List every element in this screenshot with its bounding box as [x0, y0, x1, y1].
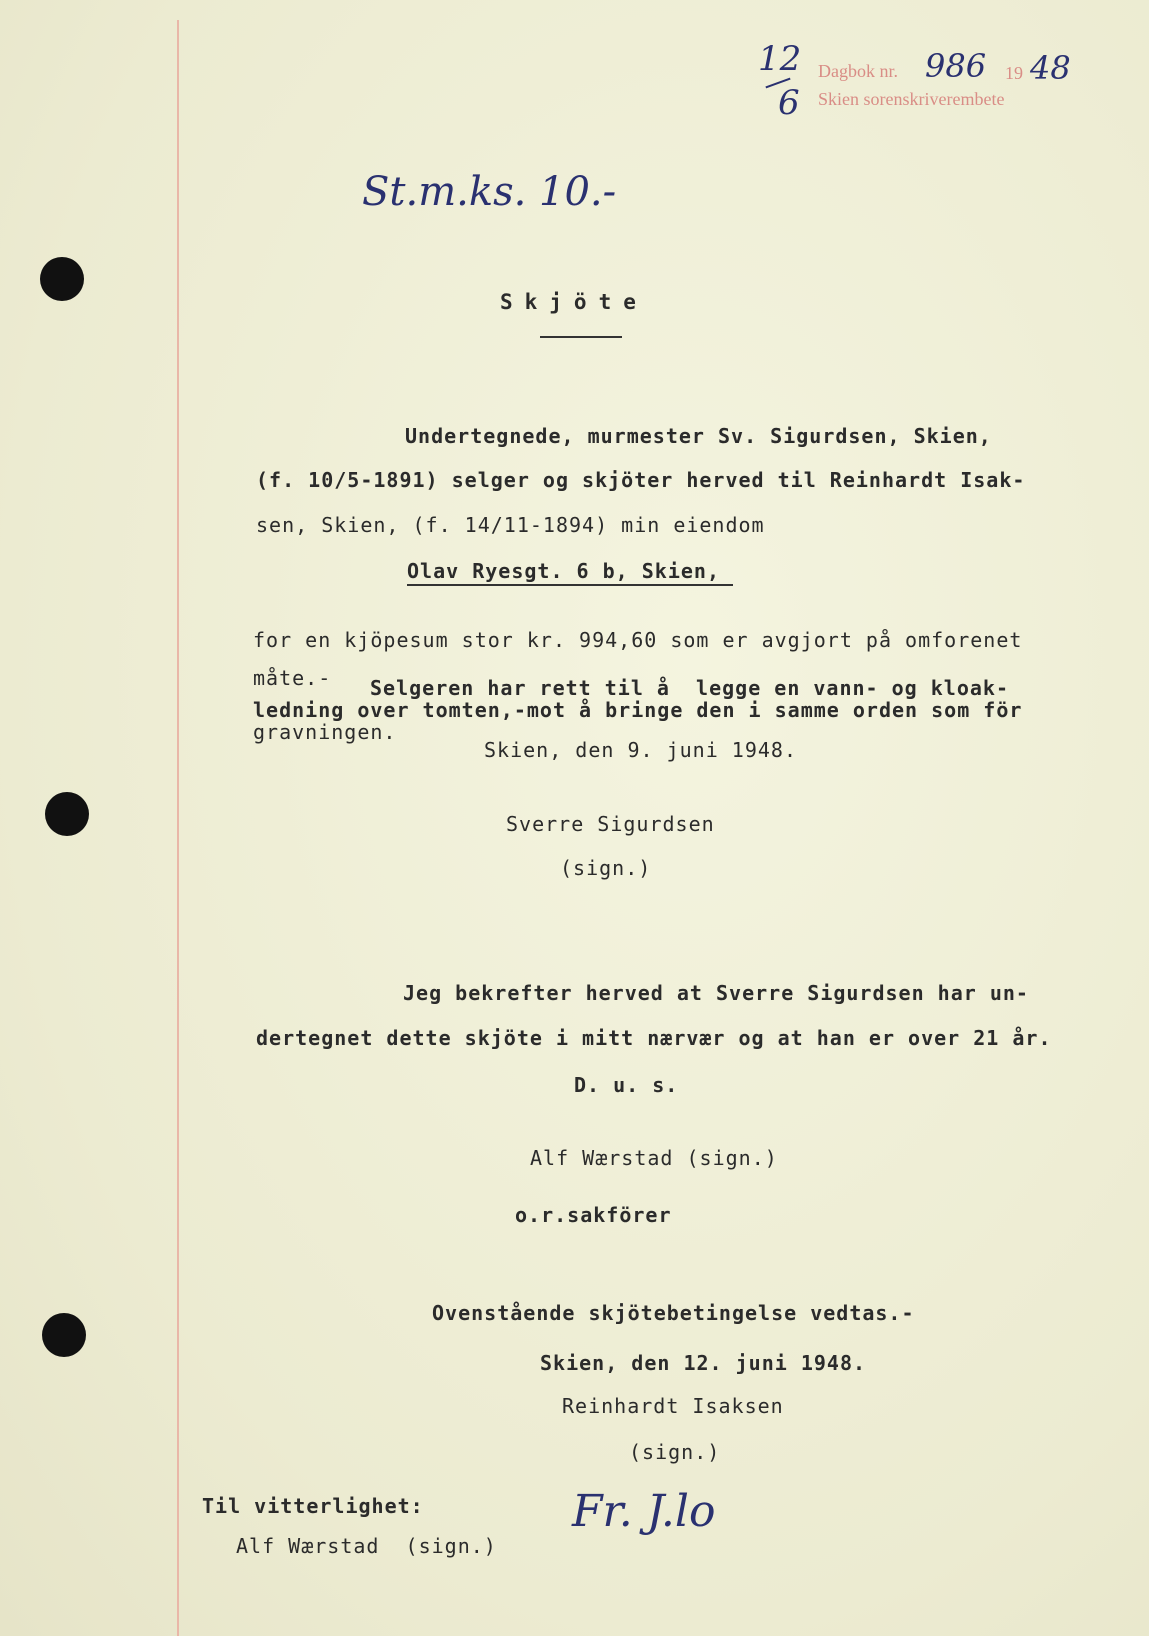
address-underline: [407, 584, 733, 586]
body-line-2: (f. 10/5-1891) selger og skjöter herved til Reinhardt Isak-: [256, 468, 1026, 492]
punch-hole: [40, 257, 84, 301]
body-line-5b: Selgeren har rett til å legge en vann- og kloak-: [370, 676, 1010, 700]
body-line-7: gravningen.: [253, 720, 397, 744]
signer-2: Reinhardt Isaksen: [562, 1394, 784, 1418]
stamp-year-handwritten: 48: [1030, 49, 1071, 87]
title-underline: [540, 336, 622, 338]
handwritten-note: St.m.ks. 10.-: [362, 169, 617, 215]
signer-1: Sverre Sigurdsen: [506, 812, 715, 836]
vitterlighet-label: Til vitterlighet:: [202, 1494, 424, 1518]
witness-1: Alf Wærstad (sign.): [530, 1146, 778, 1170]
witness-1-title: o.r.sakförer: [515, 1203, 672, 1227]
footer-witness: Alf Wærstad (sign.): [236, 1534, 497, 1558]
stamp-dagbok-label: Dagbok nr.: [818, 61, 898, 81]
body-line-1: Undertegnede, murmester Sv. Sigurdsen, Skien,: [405, 424, 992, 448]
confirmation-line-1: Jeg bekrefter herved at Sverre Sigurdsen har un-: [403, 981, 1029, 1005]
handwritten-initials: Fr. J.lo: [572, 1486, 716, 1537]
punch-hole: [45, 792, 89, 836]
signer-2-sign: (sign.): [629, 1440, 721, 1464]
signer-1-sign: (sign.): [560, 856, 652, 880]
body-line-3: sen, Skien, (f. 14/11-1894) min eiendom: [256, 513, 765, 537]
dus: D. u. s.: [574, 1073, 679, 1097]
body-line-5a: måte.-: [253, 666, 332, 690]
stamp-dagbok-number: 986: [925, 47, 987, 85]
property-address: Olav Ryesgt. 6 b, Skien,: [407, 559, 720, 583]
stamp-year-printed: 19: [1005, 63, 1023, 83]
date-2: Skien, den 12. juni 1948.: [540, 1351, 867, 1375]
margin-rule: [177, 20, 179, 1636]
confirmation-line-2: dertegnet dette skjöte i mitt nærvær og at han er over 21 år.: [256, 1026, 1052, 1050]
date-1: Skien, den 9. juni 1948.: [484, 738, 797, 762]
document-title: Skjöte: [500, 290, 648, 314]
stamp-date-month: 6: [778, 83, 800, 123]
body-line-4: for en kjöpesum stor kr. 994,60 som er avgjort på omforenet: [253, 628, 1023, 652]
body-line-6: ledning over tomten,-mot å bringe den i samme orden som för: [253, 698, 1023, 722]
stamp-office: Skien sorenskriverembete: [818, 89, 1005, 109]
punch-hole: [42, 1313, 86, 1357]
stamp-date-day: 12: [758, 39, 802, 79]
acceptance-line: Ovenstående skjötebetingelse vedtas.-: [432, 1301, 915, 1325]
